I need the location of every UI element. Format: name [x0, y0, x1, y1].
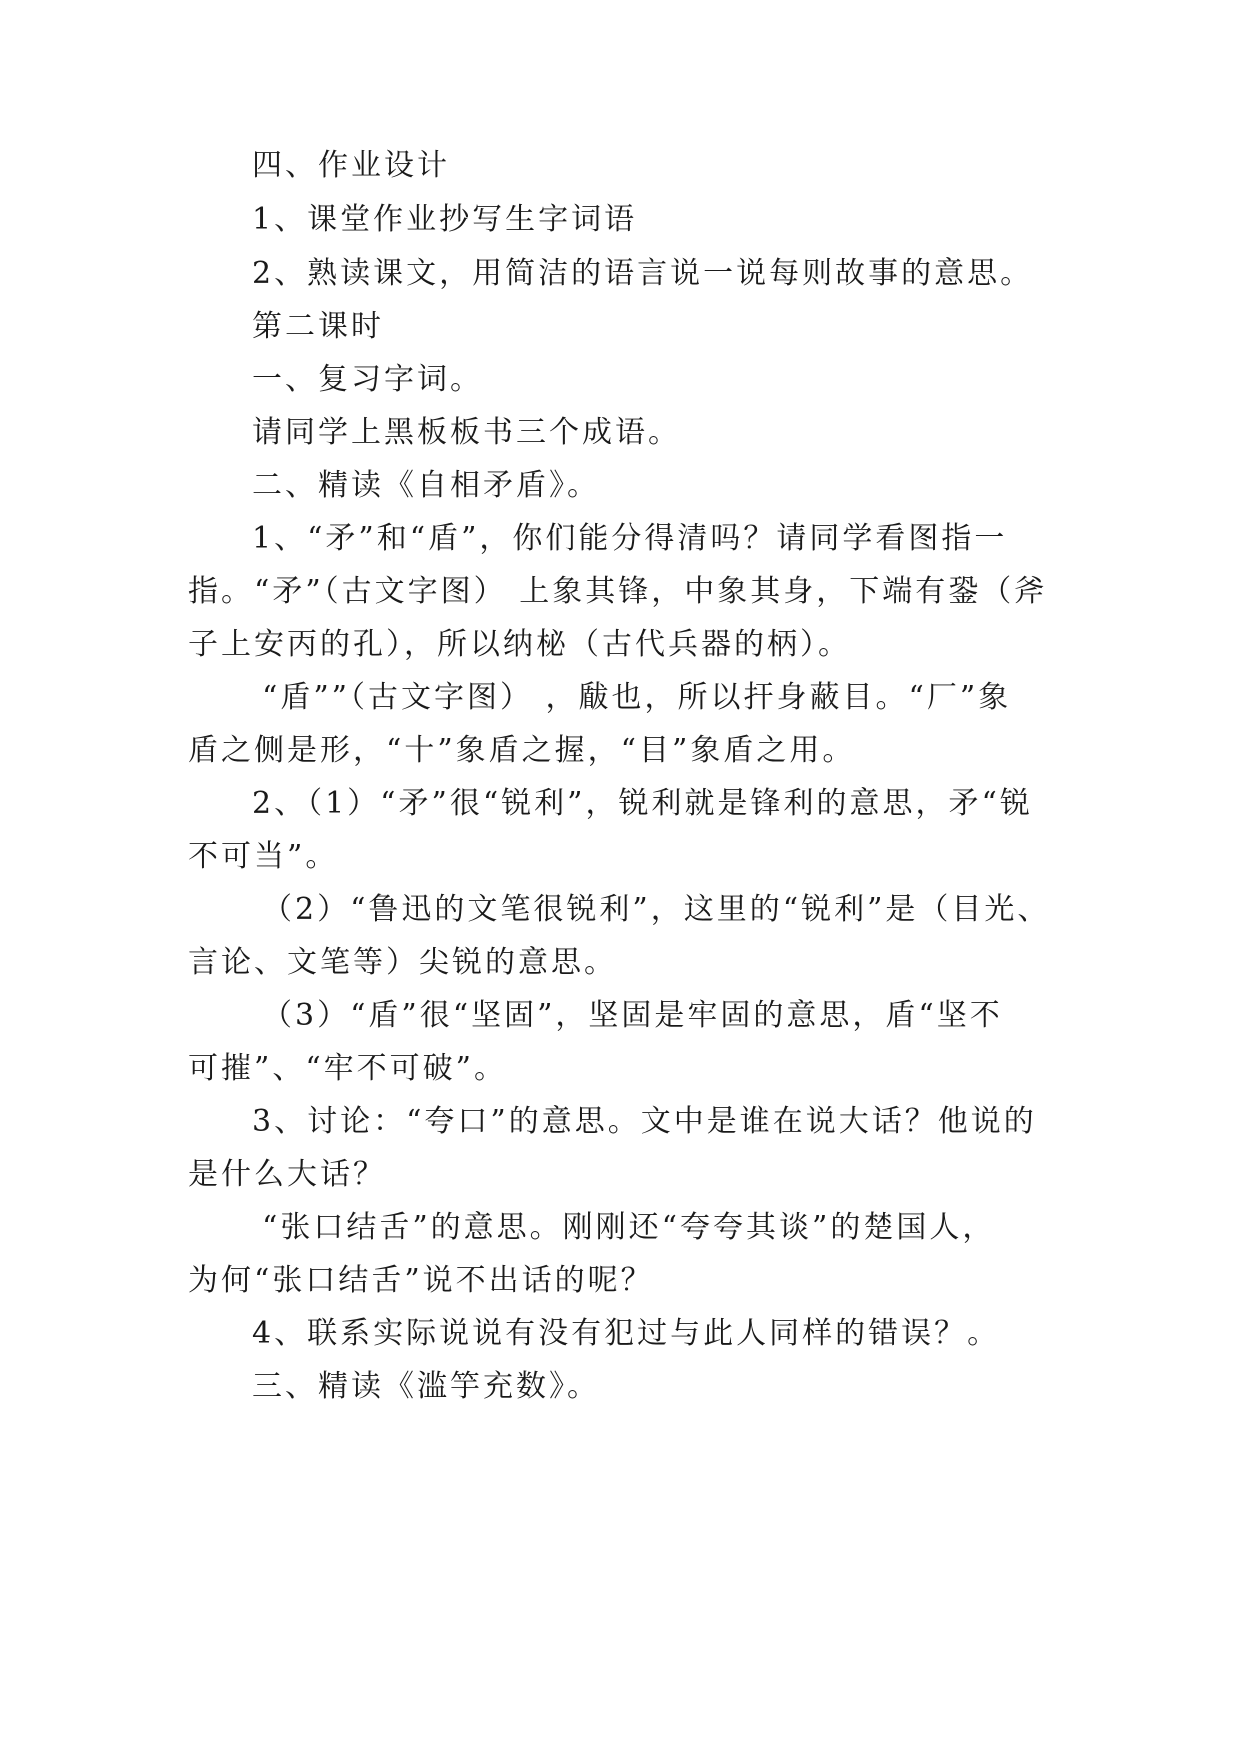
paragraph-line: 1、课堂作业抄写生字词语: [252, 202, 638, 237]
paragraph-line: 1、“矛”和“盾”，你们能分得清吗？请同学看图指一: [252, 521, 1008, 556]
section-heading-review: 一、复习字词。: [252, 362, 483, 397]
paragraph-line: 为何“张口结舌”说不出话的呢？: [188, 1263, 654, 1298]
paragraph-line: 盾之侧是形，“十”象盾之握，“目”象盾之用。: [188, 733, 856, 768]
paragraph-line: （2）“鲁迅的文笔很锐利”，这里的“锐利”是（目光、: [262, 892, 1051, 927]
paragraph-line: 可摧”、“牢不可破”。: [188, 1051, 508, 1086]
paragraph-line: 指。“矛”（古文字图） 上象其锋，中象其身，下端有銎（斧: [188, 574, 1048, 609]
section-heading-close-reading-2: 三、精读《滥竽充数》。: [252, 1369, 600, 1404]
paragraph-line: 是什么大话？: [188, 1157, 386, 1192]
section-heading-second-lesson: 第二课时: [252, 309, 384, 344]
paragraph-line: 子上安丙的孔），所以纳柲（古代兵器的柄）。: [188, 627, 851, 662]
paragraph-line: 2、（1）“矛”很“锐利”，锐利就是锋利的意思，矛“锐: [252, 786, 1033, 821]
paragraph-line: （3）“盾”很“坚固”，坚固是牢固的意思，盾“坚不: [262, 998, 1003, 1033]
paragraph-line: “盾””（古文字图） ，瞂也，所以扞身蔽目。“厂”象: [262, 680, 1012, 715]
paragraph-line: 2、熟读课文，用简洁的语言说一说每则故事的意思。: [252, 256, 1034, 291]
paragraph-line: 4、联系实际说说有没有犯过与此人同样的错误？。: [252, 1316, 1001, 1351]
section-heading-homework: 四、作业设计: [252, 148, 450, 183]
paragraph-line: 言论、文笔等）尖锐的意思。: [188, 945, 617, 980]
paragraph-line: 不可当”。: [188, 839, 339, 874]
paragraph-line: 请同学上黑板板书三个成语。: [252, 415, 681, 450]
section-heading-close-reading-1: 二、精读《自相矛盾》。: [252, 468, 600, 503]
paragraph-line: “张口结舌”的意思。刚刚还“夸夸其谈”的楚国人，: [262, 1210, 996, 1245]
paragraph-line: 3、讨论：“夸口”的意思。文中是谁在说大话？他说的: [252, 1104, 1037, 1139]
